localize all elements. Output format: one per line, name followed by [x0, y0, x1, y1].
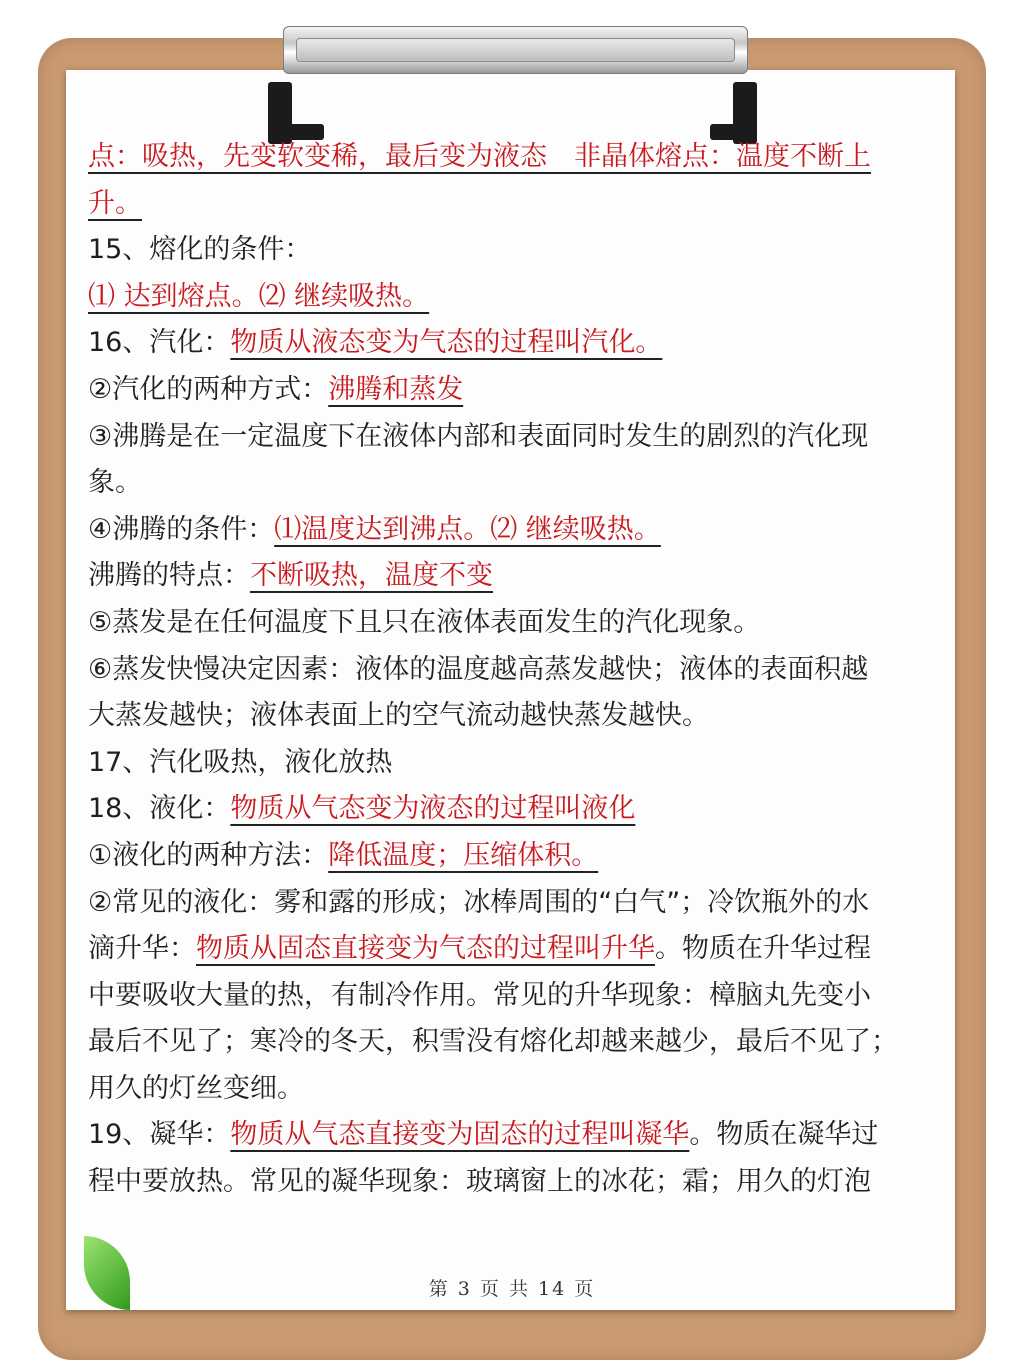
note-line [88, 553, 933, 600]
note-text: ①液化的两种方法： [88, 839, 329, 871]
clip-inner-bar [296, 38, 735, 62]
note-line [88, 367, 933, 414]
note-line [88, 134, 933, 181]
answer-text: 物质从固态直接变为气态的过程叫升华 [196, 933, 655, 965]
note-text: 象。 [88, 467, 142, 499]
answer-text: 不断吸热，温度不变 [250, 560, 493, 592]
note-line [88, 507, 933, 554]
page-number: 第 3 页 共 14 页 [428, 1278, 596, 1300]
note-text: 。物质在升华过程 [655, 933, 871, 965]
answer-text: 点：吸热，先变软变稀，最后变为液态 非晶体熔点：温度不断上 [88, 141, 871, 172]
note-text: ④沸腾的条件： [88, 513, 275, 545]
note-line [88, 274, 933, 321]
note-text: 用久的灯丝变细。 [88, 1072, 304, 1104]
answer-text: 沸腾和蒸发 [328, 373, 464, 405]
answer-text: 物质从气态变为液态的过程叫液化 [230, 793, 636, 825]
note-line [88, 833, 933, 880]
note-text: 16、汽化： [88, 327, 231, 359]
note-line [88, 320, 933, 367]
answer-text: 升。 [88, 187, 142, 219]
note-line [88, 1112, 933, 1159]
note-line [88, 1019, 933, 1066]
notes-content [88, 134, 933, 1206]
note-text: 。物质在凝华过 [689, 1119, 879, 1151]
note-line [88, 647, 933, 694]
answer-text: 物质从气态直接变为固态的过程叫凝华 [230, 1119, 690, 1151]
note-text: 18、液化： [88, 793, 231, 825]
note-line [88, 880, 933, 927]
note-text: 大蒸发越快；液体表面上的空气流动越快蒸发越快。 [88, 700, 709, 732]
note-line [88, 693, 933, 740]
note-line [88, 181, 933, 228]
note-line [88, 740, 933, 787]
note-line [88, 786, 933, 833]
note-text: ③沸腾是在一定温度下在液体内部和表面同时发生的剧烈的汽化现 [88, 420, 869, 452]
note-text: 17、汽化吸热，液化放热 [88, 746, 393, 778]
note-line [88, 1066, 933, 1113]
answer-text: 物质从液态变为气态的过程叫汽化。 [230, 327, 663, 359]
note-text: ⑥蒸发快慢决定因素：液体的温度越高蒸发越快；液体的表面积越 [88, 653, 869, 685]
note-text: 沸腾的特点： [88, 560, 250, 592]
note-line [88, 414, 933, 461]
note-text: ②汽化的两种方式： [88, 373, 329, 405]
note-text: 滴升华： [88, 933, 196, 965]
answer-text: ⑴ 达到熔点。⑵ 继续吸热。 [88, 280, 430, 312]
note-text: 程中要放热。常见的凝华现象：玻璃窗上的冰花；霜；用久的灯泡 [88, 1166, 871, 1198]
note-text: 中要吸收大量的热，有制冷作用。常见的升华现象：樟脑丸先变小 [88, 979, 871, 1011]
note-text: 最后不见了；寒冷的冬天，积雪没有熔化却越来越少，最后不见了； [88, 1026, 898, 1058]
answer-text: ⑴温度达到沸点。⑵ 继续吸热。 [274, 513, 661, 545]
note-text: 19、凝华： [88, 1119, 231, 1151]
note-line [88, 600, 933, 647]
answer-text: 降低温度；压缩体积。 [328, 839, 599, 871]
note-line [88, 460, 933, 507]
note-line [88, 926, 933, 973]
note-text: ⑤蒸发是在任何温度下且只在液体表面发生的汽化现象。 [88, 606, 761, 638]
note-text: ②常见的液化：雾和露的形成；冰棒周围的“白气”；冷饮瓶外的水 [88, 886, 870, 918]
note-line [88, 1159, 933, 1206]
note-text: 15、熔化的条件： [88, 234, 312, 266]
note-line [88, 227, 933, 274]
note-line [88, 973, 933, 1020]
